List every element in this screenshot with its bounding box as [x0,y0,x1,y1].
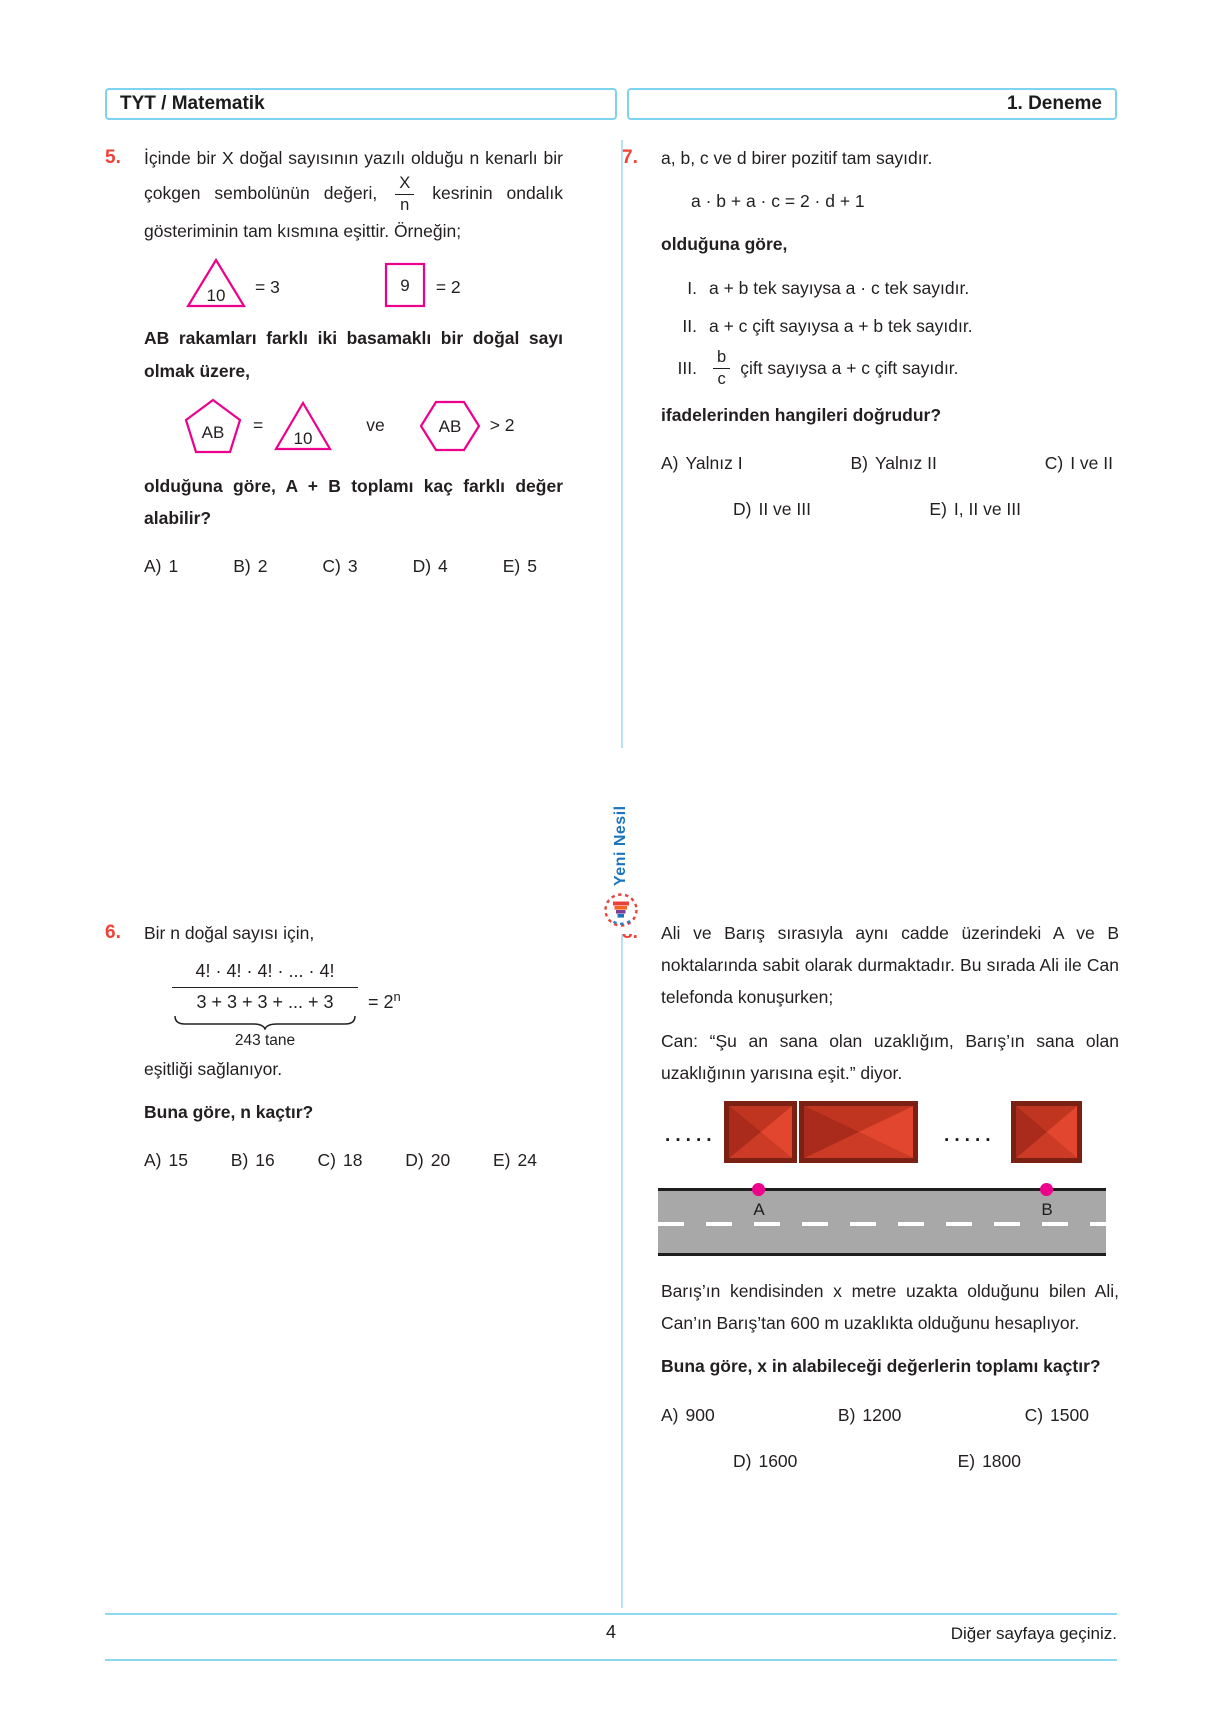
question-6-number: 6. [105,922,121,943]
brand-icon [603,892,639,928]
question-5-example-shapes [144,258,563,308]
option-d: D) II ve III [733,499,811,520]
header-exam-round: 1. Deneme [1006,93,1102,114]
greater-than-text: > 2 [489,414,515,435]
svg-text:AB: AB [438,416,462,436]
question-7 [622,142,1119,525]
continuation-dots-right: ····· [944,1129,996,1151]
building-icon [799,1101,918,1163]
footer-note: Diğer sayfaya geçiniz. [950,1624,1117,1643]
option-b: B) Yalnız II [850,453,937,474]
question-6-equation [172,960,563,1050]
option-e: E) I, II ve III [929,499,1021,520]
question-6-question: Buna göre, n kaçtır? [144,1101,314,1122]
pentagon-shape-icon [184,398,242,454]
option-a: A) 900 [661,1404,715,1425]
svg-text:10: 10 [206,286,226,306]
building-icon [1011,1101,1082,1163]
brand-logo [594,748,648,934]
question-6-statement: eşitliği sağlanıyor. [144,1058,283,1079]
question-7-options-row2 [661,493,1119,525]
question-5-condition-shapes [144,398,563,454]
option-d: D) 4 [412,556,448,577]
option-d: D) 1600 [733,1450,798,1471]
question-5 [105,142,563,582]
statement-I: I. a + b tek sayıysa a · c tek sayıdır. [687,277,970,298]
option-c: C) 18 [317,1149,363,1170]
fraction-b-over-c: b c [713,348,730,389]
underbrace [172,1015,358,1030]
building-icon [724,1101,797,1163]
lane-divider [658,1222,1106,1226]
header-exam-box [627,88,1117,120]
question-6-options [144,1144,563,1176]
option-a: A) Yalnız I [661,453,743,474]
option-c: C) 1500 [1024,1404,1089,1425]
fraction-denominator: n [400,196,410,215]
header-subject-box [105,88,617,120]
footer-page-number: 4 [605,1622,616,1642]
question-5-question: olduğuna göre, A + B toplamı kaç farklı değer alabilir? [144,475,563,528]
point-b-marker [1040,1183,1053,1196]
question-8-paragraph-1: Ali ve Barış sırasıyla aynı cadde üzerindeki A ve B noktalarında sabit olarak durmaktadır. Bu sırada Ali ile Can telefonda konuşurken; [661,923,1119,1008]
question-7-intro: a, b, c ve d birer pozitif tam sayıdır. [661,148,933,168]
point-a-label: A [753,1199,765,1219]
triangle-shape-icon [274,401,332,451]
and-word: ve [366,414,385,435]
question-5-number: 5. [105,147,121,168]
svg-text:10: 10 [293,428,313,448]
question-8 [622,917,1119,1477]
svg-text:9: 9 [400,276,410,296]
question-6 [105,917,563,1176]
question-7-question: ifadelerinden hangileri doğrudur? [661,404,942,425]
option-b: B) 16 [230,1149,275,1170]
question-5-intro-text-b: kesrinin ondalık gösteriminin tam kısmına eşittir. Örneğin; [144,183,563,242]
option-d: D) 20 [405,1149,451,1170]
footer-rule-top [105,1613,1117,1615]
equals-sign: = [253,414,264,435]
square-shape-icon [384,262,426,308]
hexagon-shape-icon [419,400,481,452]
brand-name: Yeni Nesil [612,805,629,886]
question-5-condition: AB rakamları farklı iki basamaklı bir doğal sayı olmak üzere, [144,328,563,381]
triangle-example-result: = 3 [255,276,280,297]
option-a: A) 15 [144,1149,188,1170]
fraction-numerator: X [395,174,414,195]
equation-denominator: 3 + 3 + 3 + ... + 3 [196,991,334,1012]
question-6-intro: Bir n doğal sayısı için, [144,923,315,943]
statement-III: III. b c çift sayıysa a + c çift sayıdır. [677,347,959,388]
triangle-shape-icon [186,258,246,308]
question-8-options-row1 [661,1399,1119,1431]
question-5-options [144,550,563,582]
footer-rule-bottom [105,1659,1117,1661]
option-a: A) 1 [144,556,179,577]
option-c: C) 3 [322,556,358,577]
svg-text:AB: AB [201,422,225,442]
statement-II: II. a + c çift sayıysa a + b tek sayıdır. [682,315,973,336]
fraction-x-over-n [395,174,414,215]
equation-result: = $2^n$ [368,989,401,1013]
square-example-result: = 2 [435,276,461,297]
question-7-number: 7. [622,147,638,168]
header-subject-title: TYT / Matematik [120,93,265,114]
question-7-options-row1 [661,447,1119,479]
question-8-question: Buna göre, x in alabileceği değerlerin toplamı kaçtır? [661,1356,1101,1377]
continuation-dots-left: ····· [665,1129,717,1151]
option-e: E) 1800 [957,1450,1021,1471]
question-5-intro [144,142,563,247]
underbrace-label: 243 tane [234,1031,296,1049]
question-7-equation: a · b + a · c = 2 · d + 1 [691,191,865,212]
question-7-given: olduğuna göre, [661,234,788,255]
road [658,1188,1106,1256]
question-8-paragraph-3: Barış’ın kendisinden x metre uzakta olduğunu bilen Ali, Can’ın Barış’tan 600 m uzaklıkta olduğunu hesaplıyor. [661,1280,1119,1334]
option-c: C) I ve II [1044,453,1113,474]
question-8-options-row2 [661,1445,1119,1477]
option-b: B) 1200 [837,1404,902,1425]
option-b: B) 2 [233,556,268,577]
road-diagram [661,1101,1119,1259]
equation-numerator: 4! · 4! · 4! · ... · 4! [172,960,358,987]
point-b-label: B [1041,1199,1053,1219]
question-5-intro-text-a: İçinde bir X doğal sayısının yazılı olduğu n kenarlı bir çokgen sembolünün değeri, [144,148,563,204]
point-a-marker [752,1183,765,1196]
option-e: E) 5 [502,556,537,577]
question-8-paragraph-2: Can: “Şu an sana olan uzaklığım, Barış’ın sana olan uzaklığının yarısına eşit.” diyor. [661,1030,1119,1083]
option-e: E) 24 [493,1149,537,1170]
question-8-number [622,917,661,1477]
